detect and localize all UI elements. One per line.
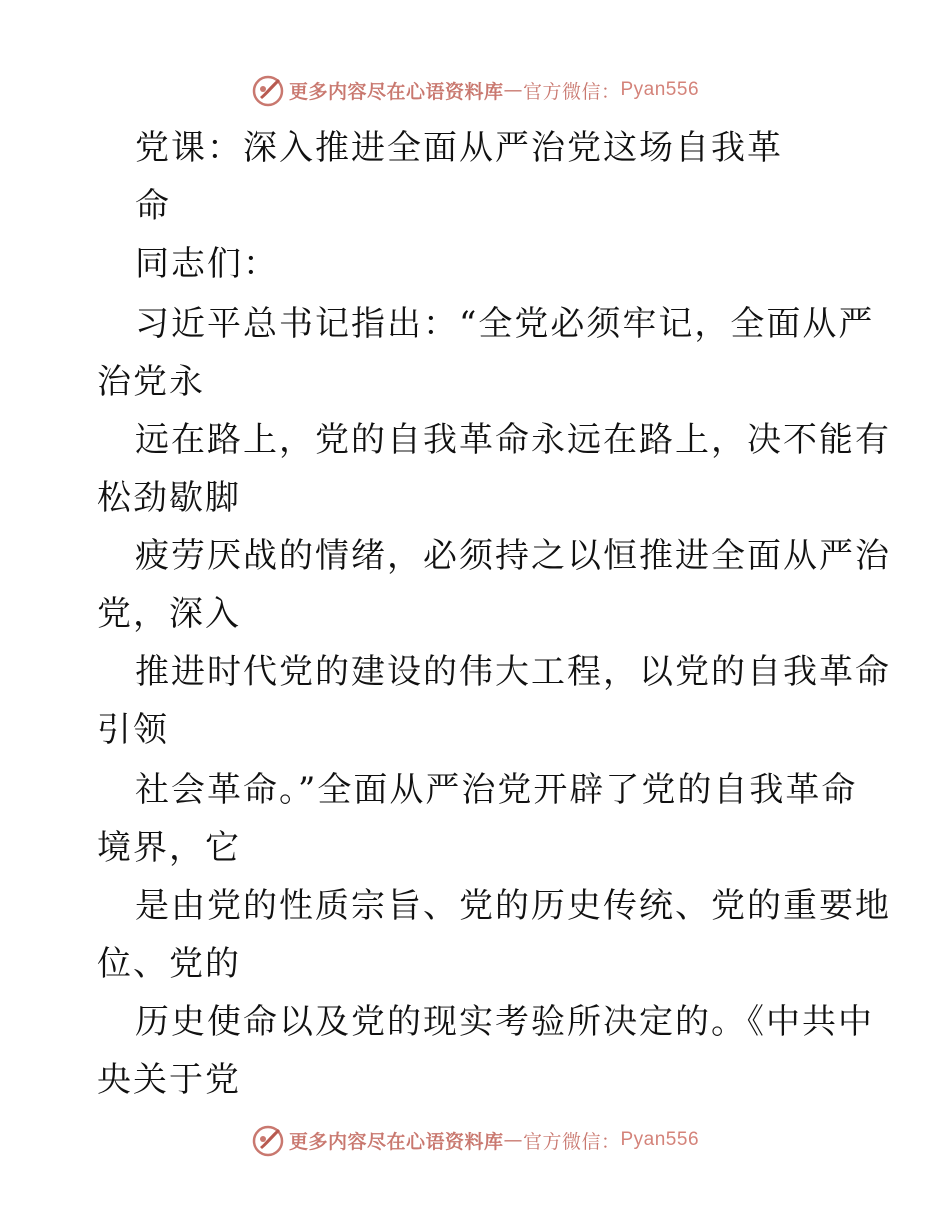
footer-watermark-banner (0, 1120, 950, 1160)
paragraph-line: 是由党的性质宗旨、党的历史传统、党的重要地 (135, 886, 891, 926)
paragraph-line: 疲劳厌战的情绪，必须持之以恒推进全面从严治 (135, 536, 891, 576)
paragraph-line: 引领 (97, 710, 169, 750)
banner-separator: — (503, 1129, 523, 1151)
paragraph-line: 习近平总书记指出：“全党必须牢记，全面从严 (135, 304, 875, 344)
brush-logo-icon (251, 1123, 285, 1157)
banner-wechat-label: 官方微信： (522, 80, 621, 103)
document-title-line-1: 党课：深入推进全面从严治党这场自我革 (135, 128, 783, 168)
document-title-line-2: 命 (135, 186, 171, 226)
paragraph-line: 治党永 (97, 362, 205, 402)
paragraph-line: 远在路上，党的自我革命永远在路上，决不能有 (135, 420, 891, 460)
paragraph-line: 央关于党 (97, 1060, 241, 1100)
banner-wechat-label: 官方微信： (522, 1130, 621, 1153)
paragraph-line: 社会革命。”全面从严治党开辟了党的自我革命 (135, 770, 858, 810)
banner-wechat-id: Pyan556 (620, 1129, 700, 1150)
paragraph-line: 境界，它 (97, 828, 241, 868)
paragraph-line: 历史使命以及党的现实考验所决定的。《中共中 (135, 1002, 874, 1042)
brush-logo-icon (251, 73, 285, 107)
paragraph-line: 位、党的 (97, 944, 241, 984)
paragraph-line: 推进时代党的建设的伟大工程，以党的自我革命 (135, 652, 891, 692)
banner-separator: — (503, 79, 523, 101)
paragraph-line: 松劲歇脚 (97, 478, 241, 518)
banner-main-text: 更多内容尽在心语资料库 (288, 1130, 504, 1153)
banner-wechat-id: Pyan556 (620, 79, 700, 100)
paragraph-line: 党，深入 (97, 594, 241, 634)
header-watermark-banner (0, 70, 950, 110)
banner-main-text: 更多内容尽在心语资料库 (288, 80, 504, 103)
salutation: 同志们： (135, 244, 279, 284)
